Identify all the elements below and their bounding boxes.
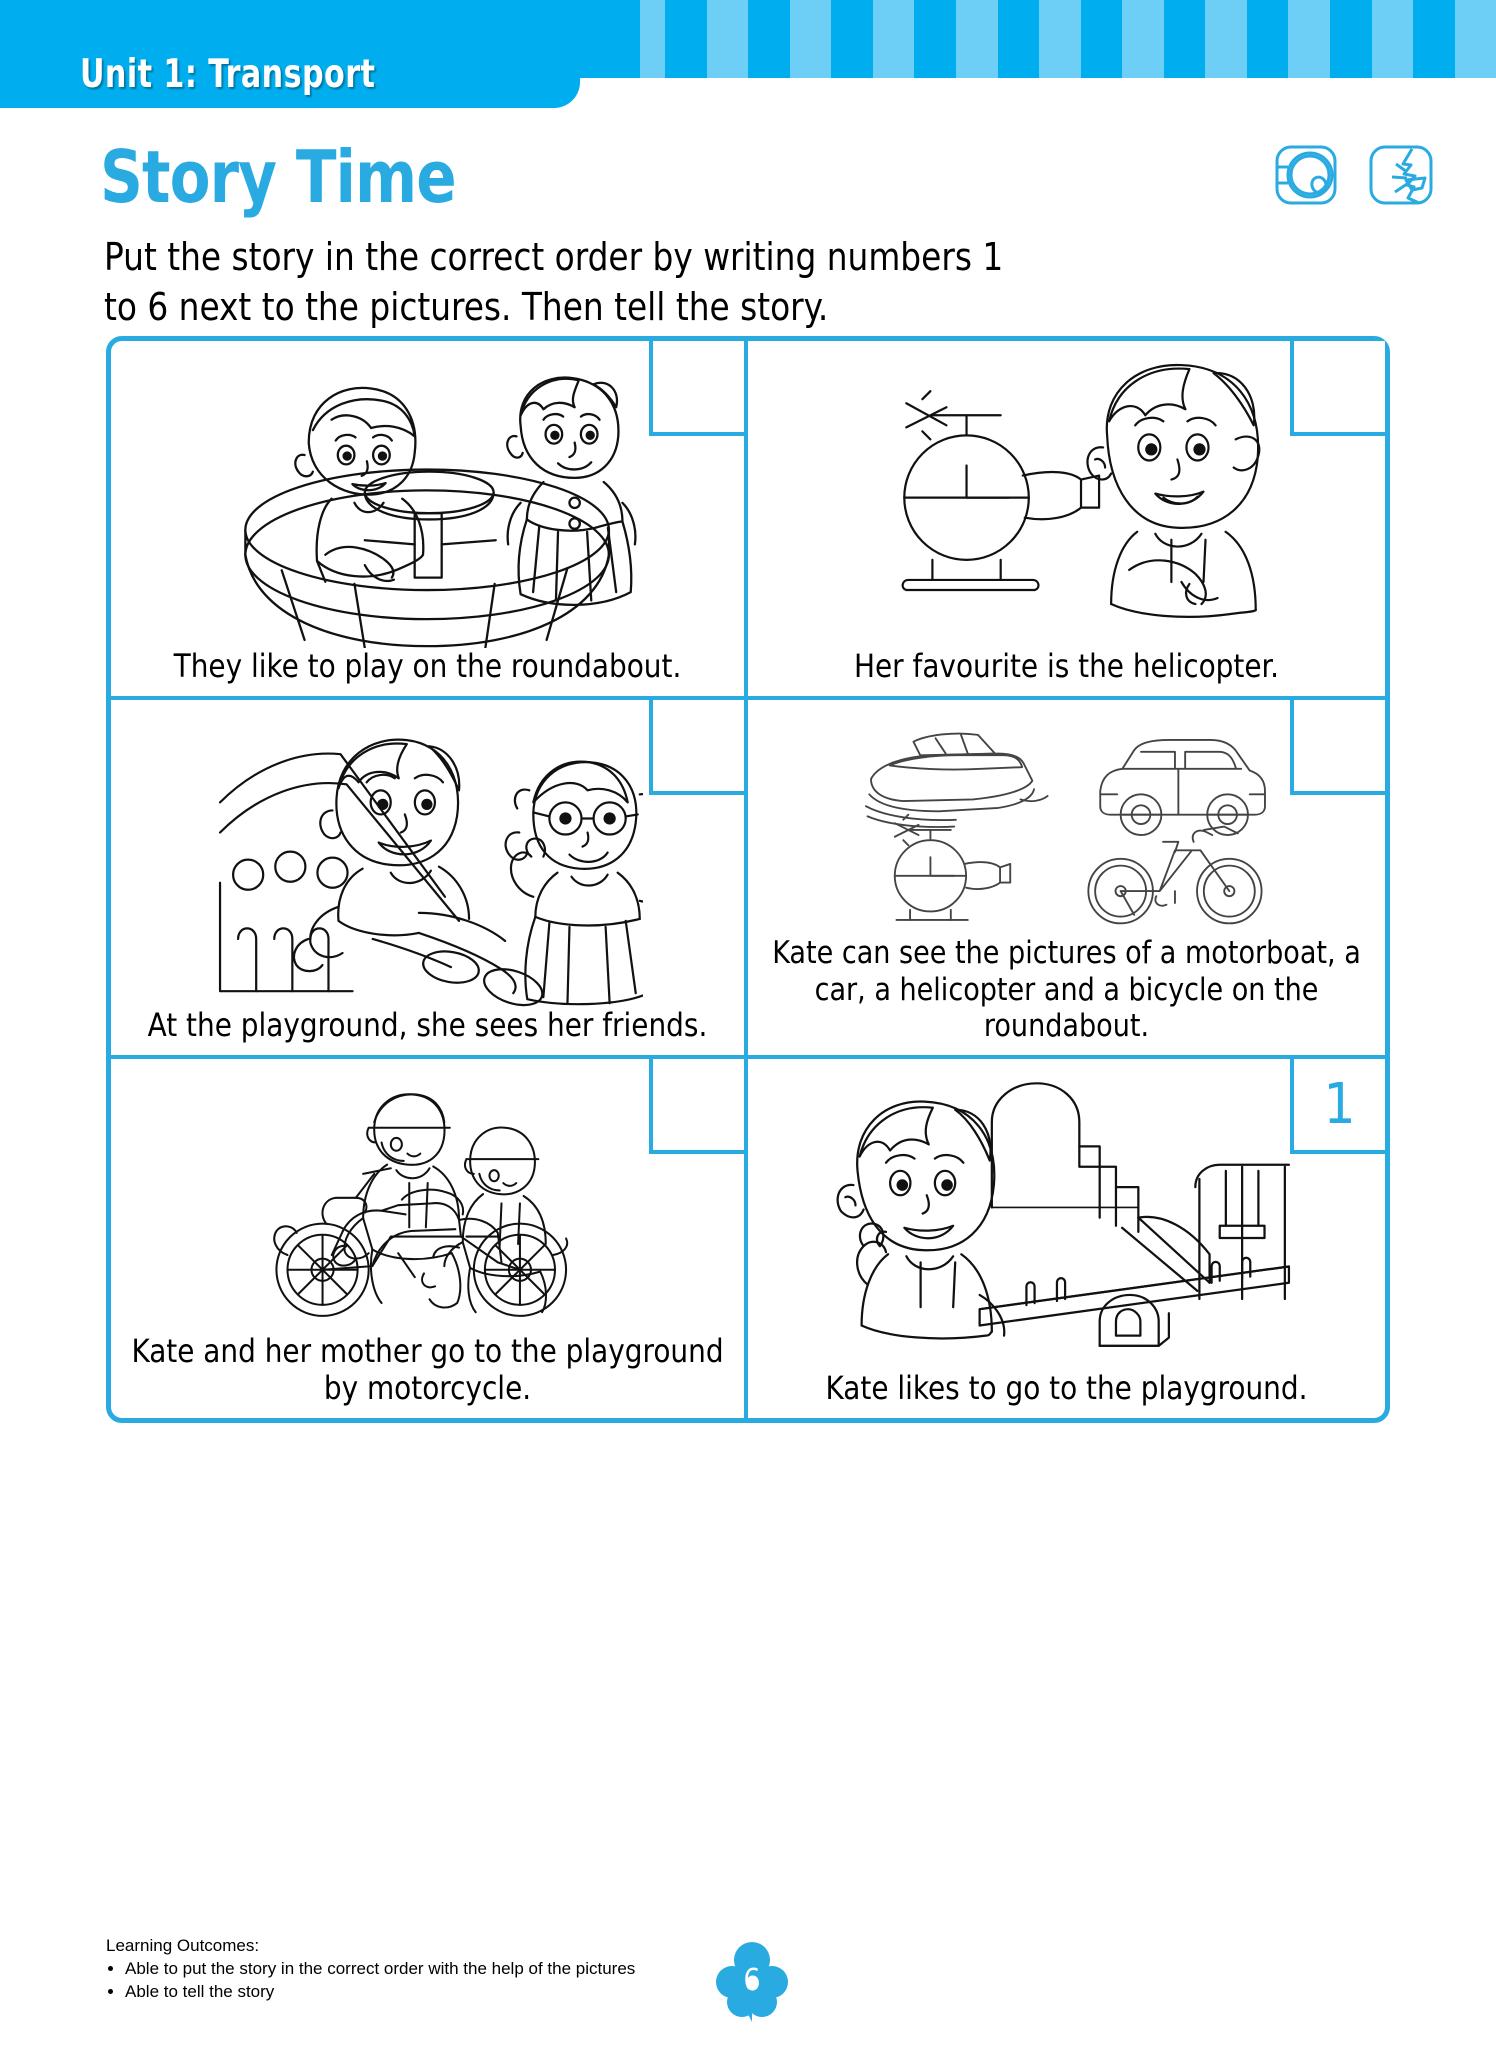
header-stripe [1288,0,1330,78]
answer-box-1[interactable] [649,341,744,436]
story-panel-4[interactable] [748,700,1385,1059]
header-stripe [1455,0,1496,78]
header-stripe [914,0,956,78]
header-stripe [1413,0,1455,78]
header-stripe [1372,0,1414,78]
listening-ear-icon [1266,140,1344,210]
header-stripe [956,0,998,78]
learning-outcomes [106,1935,806,2003]
panel-caption-3: At the playground, she sees her friends. [147,1006,708,1045]
header-stripe [1205,0,1247,78]
header-stripe [873,0,915,78]
answer-box-6[interactable]: 1 [1290,1059,1385,1154]
header-stripe [1081,0,1123,78]
story-panel-2[interactable] [748,341,1385,700]
header-stripe [831,0,873,78]
story-panel-grid [106,336,1390,1423]
header-stripe [1247,0,1289,78]
panel-caption-2: Her favourite is the helicopter. [853,647,1280,686]
answer-box-2[interactable] [1290,341,1385,436]
learning-outcomes-heading: Learning Outcomes: [106,1936,260,1955]
header-stripe [1164,0,1206,78]
answer-box-5[interactable] [649,1059,744,1154]
page-title: Story Time [100,135,456,219]
page-number: 6 [743,1963,761,1998]
story-panel-5[interactable] [111,1059,748,1418]
story-panel-3[interactable] [111,700,748,1059]
header-stripe [1330,0,1372,78]
story-panel-1[interactable] [111,341,748,700]
panel-caption-4: Kate can see the pictures of a motorboat, a car, a helicopter and a bicycle on the roundabout. [772,935,1361,1045]
header-stripe [1122,0,1164,78]
answer-box-4[interactable] [1290,700,1385,795]
header-stripe [707,0,749,78]
header-stripe [998,0,1040,78]
answer-box-3[interactable] [649,700,744,795]
learning-outcome-item: • Able to tell the story [125,1981,806,2003]
header-stripe [790,0,832,78]
header-stripe [1039,0,1081,78]
panel-caption-5: Kate and her mother go to the playground by motorcycle. [131,1331,724,1408]
skill-icon-group [1266,140,1440,210]
learning-outcomes-list [106,1958,806,2003]
panel-caption-6: Kate likes to go to the playground. [825,1369,1308,1408]
speaking-mouth-icon [1362,140,1440,210]
instruction-text: Put the story in the correct order by writing numbers 1 to 6 next to the pictures. Then tell the story. [104,235,1004,330]
story-panel-6[interactable] [748,1059,1385,1418]
learning-outcome-item: • Able to put the story in the correct order with the help of the pictures [125,1958,806,1980]
header-stripe [748,0,790,78]
header-stripe [665,0,707,78]
unit-title: Unit 1: Transport [80,52,376,97]
panel-caption-1: They like to play on the roundabout. [173,647,682,686]
